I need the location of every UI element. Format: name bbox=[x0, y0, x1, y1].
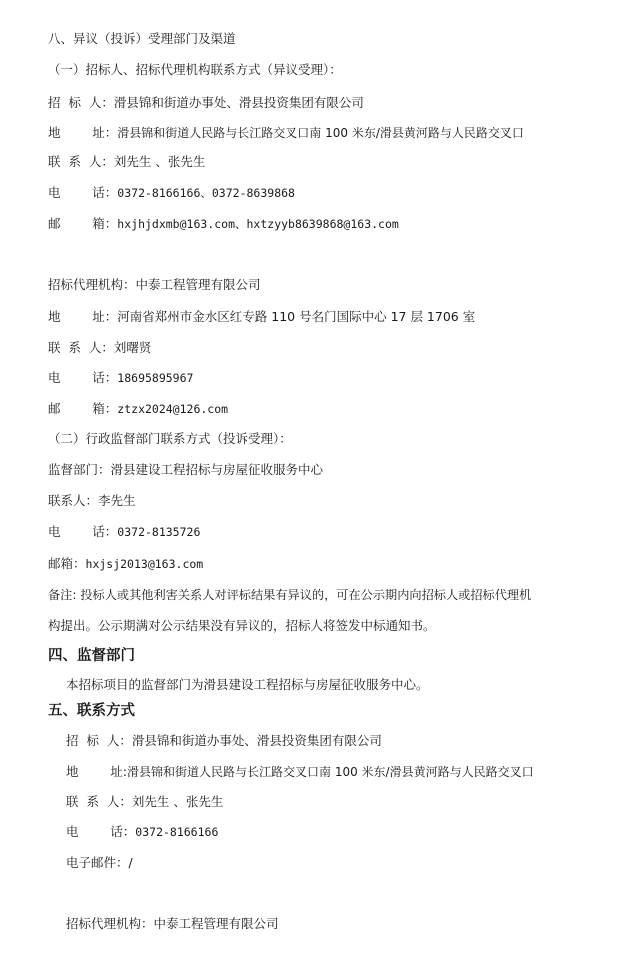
tenderer-phone-row bbox=[48, 184, 295, 202]
supervisor-contact-value: 李先生 bbox=[98, 493, 136, 508]
contact-phone-label: 电 话： bbox=[66, 824, 136, 839]
contact-address-label: 地 址: bbox=[66, 764, 127, 779]
agency-email-label: 邮 箱： bbox=[48, 401, 118, 416]
agency-address-label: 地 址： bbox=[48, 309, 118, 324]
contact-agency-row bbox=[66, 915, 279, 933]
supervisor-email-row bbox=[48, 555, 203, 573]
contact-person-row bbox=[66, 793, 223, 811]
contact-agency-label: 招标代理机构： bbox=[66, 916, 154, 931]
agency-name-label: 招标代理机构： bbox=[48, 277, 136, 292]
tenderer-contact-value: 刘先生 、张先生 bbox=[113, 154, 206, 169]
contact-email-value: / bbox=[128, 855, 133, 870]
tenderer-email-value: hxjhjdxmb@163.com、hxtzyyb8639868@163.com bbox=[117, 217, 399, 231]
agency-contact-label: 联 系 人： bbox=[48, 340, 114, 355]
contact-email-label: 电子邮件： bbox=[66, 855, 129, 870]
tenderer-address-row bbox=[48, 124, 524, 142]
supervisor-phone-value: 0372-8135726 bbox=[117, 525, 201, 539]
supervisor-contact-label: 联系人： bbox=[48, 493, 99, 508]
tenderer-address-label: 地 址： bbox=[48, 125, 118, 140]
section-8-sub1: （一）招标人、招标代理机构联系方式（异议受理）： bbox=[48, 62, 342, 77]
supervisor-dept-row bbox=[48, 461, 323, 479]
section-8-title: 八、异议（投诉）受理部门及渠道 bbox=[48, 31, 236, 46]
tenderer-address-value: 滑县锦和街道人民路与长江路交叉口南 100 米东/滑县黄河路与人民路交叉口 bbox=[117, 126, 524, 140]
contact-phone-row bbox=[66, 823, 218, 841]
supervisor-contact-row bbox=[48, 492, 136, 510]
tenderer-contact-label: 联 系 人： bbox=[48, 154, 114, 169]
supervisor-dept-label: 监督部门： bbox=[48, 462, 111, 477]
supervisor-dept-value: 滑县建设工程招标与房屋征收服务中心 bbox=[110, 462, 324, 477]
supervisor-email-label: 邮箱： bbox=[48, 556, 86, 571]
supervisor-phone-label: 电 话： bbox=[48, 524, 118, 539]
agency-email-row bbox=[48, 400, 228, 418]
contact-address-row bbox=[66, 763, 534, 781]
agency-address-value: 河南省郑州市金水区红专路 110 号名门国际中心 17 层 1706 室 bbox=[117, 309, 476, 324]
agency-phone-row bbox=[48, 369, 193, 387]
contact-person-value: 刘先生 、张先生 bbox=[131, 794, 224, 809]
agency-name-value: 中泰工程管理有限公司 bbox=[135, 277, 261, 292]
agency-contact-value: 刘曙贤 bbox=[113, 340, 152, 355]
supervisor-phone-row bbox=[48, 523, 200, 541]
supervisor-email-value: hxjsj2013@163.com bbox=[85, 557, 204, 571]
tenderer-email-label: 邮 箱： bbox=[48, 216, 118, 231]
tenderer-name-row bbox=[48, 94, 364, 112]
contact-person-label: 联 系 人： bbox=[66, 794, 132, 809]
section-5-title: 五、联系方式 bbox=[48, 703, 135, 719]
contact-tenderer-value: 滑县锦和街道办事处、滑县投资集团有限公司 bbox=[131, 733, 382, 748]
section-4-body: 本招标项目的监督部门为滑县建设工程招标与房屋征收服务中心。 bbox=[66, 677, 429, 692]
tenderer-phone-value: 0372-8166166、0372-8639868 bbox=[117, 186, 295, 200]
tenderer-contact-row bbox=[48, 153, 205, 171]
contact-address-value: 滑县锦和街道人民路与长江路交叉口南 100 米东/滑县黄河路与人民路交叉口 bbox=[127, 765, 534, 779]
tenderer-email-row bbox=[48, 215, 399, 233]
section-8-sub2: （二）行政监督部门联系方式（投诉受理）： bbox=[48, 431, 292, 446]
agency-phone-value: 18695895967 bbox=[117, 371, 194, 385]
note-line-1: 备注: 投标人或其他利害关系人对评标结果有异议的，可在公示期内向招标人或招标代理机 bbox=[48, 588, 532, 602]
note-line-2: 构提出。公示期满对公示结果没有异议的，招标人将签发中标通知书。 bbox=[48, 618, 436, 633]
contact-phone-value: 0372-8166166 bbox=[135, 825, 219, 839]
agency-contact-row bbox=[48, 339, 151, 357]
contact-agency-value: 中泰工程管理有限公司 bbox=[153, 916, 279, 931]
tenderer-phone-label: 电 话： bbox=[48, 185, 118, 200]
agency-name-row bbox=[48, 276, 261, 294]
agency-phone-label: 电 话： bbox=[48, 370, 118, 385]
tenderer-name-value: 滑县锦和街道办事处、滑县投资集团有限公司 bbox=[113, 95, 364, 110]
contact-email-row bbox=[66, 854, 133, 872]
section-4-title: 四、监督部门 bbox=[48, 648, 135, 664]
contact-tenderer-label: 招 标 人： bbox=[66, 733, 132, 748]
agency-email-value: ztzx2024@126.com bbox=[117, 402, 229, 416]
contact-tenderer-row bbox=[66, 732, 382, 750]
tenderer-name-label: 招 标 人： bbox=[48, 95, 114, 110]
agency-address-row bbox=[48, 308, 475, 326]
